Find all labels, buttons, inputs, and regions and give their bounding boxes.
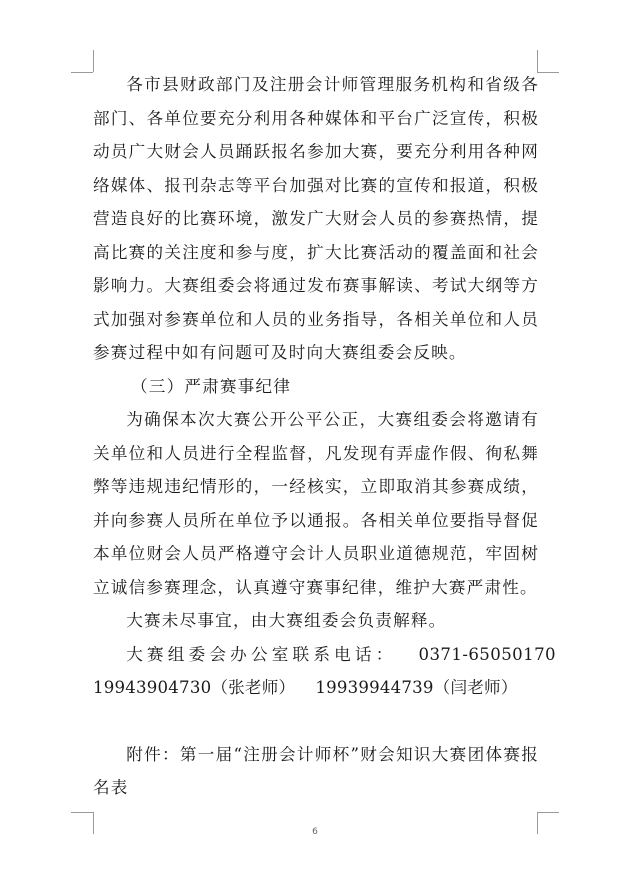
office-phone: 0371-65050170 [418,644,557,664]
page-number: 6 [312,827,318,837]
contact-line-mobile [93,671,539,705]
discipline-paragraph: 为确保本次大赛公开公平公正，大赛组委会将邀请有关单位和人员进行全程监督，凡发现有弄虚作假、徇私舞弊等违规违纪情形的，一经核实，立即取消其参赛成绩，并向参赛人员所在单位予以通报。各相关单位要指导督促本单位财会人员严格遵守会计人员职业道德规范，牢固树立诚信参赛理念，认真遵守赛事纪律，维护大赛严肃性。 [93,410,539,597]
contact-label: 大赛组委会办公室联系电话： [126,644,397,664]
discipline-heading: （三）严肃赛事纪律 [131,376,292,396]
attachment-note: 附件：第一届“注册会计师杯”财会知识大赛团体赛报名表 [93,744,539,797]
contact-line-office [93,638,557,672]
document-body [93,68,557,805]
publicity-paragraph: 各市县财政部门及注册会计师管理服务机构和省级各部门、各单位要充分利用各种媒体和平台广泛宣传，积极动员广大财会人员踊跃报名参加大赛，要充分利用各种网络媒体、报刊杂志等平台加强对比赛的宣传和报道，积极营造良好的比赛环境，激发广大财会人员的参赛热情，提高比赛的关注度和参与度，扩大比赛活动的覆盖面和社会影响力。大赛组委会将通过发布赛事解读、考试大纲等方式加强对参赛单位和人员的业务指导，各相关单位和人员参赛过程中如有问题可及时向大赛组委会反映。 [93,75,539,362]
phone-yan: 19939944739（闫老师） [315,678,518,697]
interpretation-paragraph: 大赛未尽事宜，由大赛组委会负责解释。 [126,611,447,630]
phone-zhang: 19943904730（张老师） [93,678,296,697]
